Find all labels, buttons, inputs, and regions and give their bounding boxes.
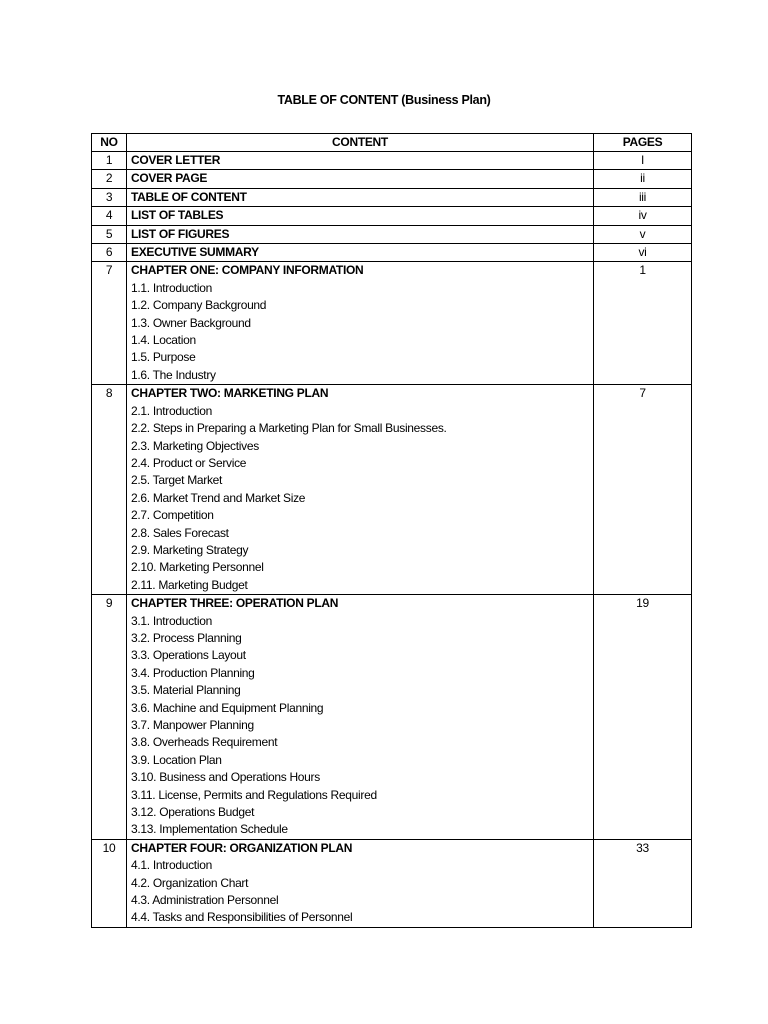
row-number: 9 [105,596,113,611]
toc-table [91,133,692,928]
subsection-item: 2.9. Marketing Strategy [131,542,249,557]
subsection-item: 1.2. Company Background [131,298,267,313]
subsection-item: 3.7. Manpower Planning [131,718,254,732]
section-heading: CHAPTER TWO: MARKETING PLAN [131,386,329,401]
section-heading: COVER LETTER [131,153,221,167]
row-number: 5 [105,226,113,241]
subsection-item: 4.4. Tasks and Responsibilities of Personnel [131,910,353,925]
toc-row [92,152,692,170]
header-content: CONTENT [127,134,594,152]
subsection-item: 3.9. Location Plan [131,752,222,767]
subsection-item: 2.2. Steps in Preparing a Marketing Plan for Small Businesses. [131,421,447,436]
toc-row [92,170,692,188]
toc-row [92,188,692,206]
page-number-cell [594,385,692,595]
subsection-item: 3.8. Overheads Requirement [131,735,278,750]
page-number-cell [594,188,692,206]
section-heading: TABLE OF CONTENT [131,189,247,204]
subsection-item: 2.11. Marketing Budget [131,577,248,592]
row-content-cell [127,225,594,243]
toc-row [92,207,692,225]
row-number: 1 [105,153,113,167]
toc-row [92,244,692,262]
row-content-cell [127,385,594,595]
row-content-cell [127,595,594,840]
page-number-cell [594,170,692,188]
row-number-cell [92,385,127,595]
row-number-cell [92,152,127,170]
row-number: 6 [105,245,113,260]
row-number: 10 [102,840,116,855]
toc-row [92,839,692,927]
subsection-item: 3.12. Operations Budget [131,805,255,820]
subsection-item: 2.7. Competition [131,508,214,523]
page-number-cell [594,595,692,840]
page-number: 1 [639,263,646,278]
page-number-cell [594,225,692,243]
subsection-item: 3.6. Machine and Equipment Planning [131,700,324,715]
subsection-item: 3.5. Material Planning [131,683,241,698]
page-number: v [639,226,646,241]
subsection-item: 1.5. Purpose [131,350,196,365]
row-number-cell [92,188,127,206]
row-content-cell [127,244,594,262]
toc-row [92,225,692,243]
subsection-item: 2.1. Introduction [131,403,212,418]
section-heading: LIST OF TABLES [131,208,224,223]
row-content-cell [127,152,594,170]
subsection-item: 3.3. Operations Layout [131,648,246,663]
subsection-item: 2.4. Product or Service [131,455,247,470]
page-number-cell [594,152,692,170]
toc-row [92,595,692,840]
row-content-cell [127,262,594,385]
subsection-item: 1.6. The Industry [131,367,216,382]
subsection-item: 3.11. License, Permits and Regulations Required [131,787,377,802]
toc-header-row [92,134,692,152]
subsection-item: 2.10. Marketing Personnel [131,560,264,575]
toc-body [92,152,692,928]
subsection-item: 4.1. Introduction [131,858,212,873]
page-number-cell [594,262,692,385]
section-heading: COVER PAGE [131,171,208,186]
subsection-item: 3.13. Implementation Schedule [131,822,288,837]
subsection-item: 4.3. Administration Personnel [131,893,279,908]
row-number: 4 [105,208,113,223]
row-content-cell [127,188,594,206]
row-content-cell [127,839,594,927]
header-no: NO [92,134,127,152]
header-pages: PAGES [594,134,692,152]
row-content-cell [127,207,594,225]
subsection-item: 2.6. Market Trend and Market Size [131,490,306,505]
row-number-cell [92,595,127,840]
subsection-item: 2.3. Marketing Objectives [131,438,259,453]
subsection-item: 1.1. Introduction [131,280,212,295]
row-number-cell [92,207,127,225]
subsection-item: 1.3. Owner Background [131,315,251,330]
subsection-item: 4.2. Organization Chart [131,875,249,890]
row-number-cell [92,262,127,385]
page-number: 7 [639,386,646,401]
toc-row [92,262,692,385]
row-number: 3 [105,189,113,204]
section-heading: LIST OF FIGURES [131,226,230,241]
subsection-item: 3.1. Introduction [131,613,212,628]
subsection-item: 1.4. Location [131,333,196,348]
row-number: 8 [105,386,113,401]
row-number-cell [92,225,127,243]
toc-row [92,385,692,595]
page-number: vi [638,245,647,260]
page-number-cell [594,244,692,262]
section-heading: CHAPTER ONE: COMPANY INFORMATION [131,263,364,278]
page-number-cell [594,839,692,927]
page-number: iv [638,208,647,223]
page-number-cell [594,207,692,225]
page-number: iii [638,189,647,204]
page-number: ii [640,171,645,186]
subsection-item: 3.10. Business and Operations Hours [131,770,320,785]
subsection-item: 3.4. Production Planning [131,665,255,680]
subsection-item: 2.5. Target Market [131,473,223,488]
section-heading: EXECUTIVE SUMMARY [131,245,259,260]
section-heading: CHAPTER FOUR: ORGANIZATION PLAN [131,840,353,855]
page-number: 33 [636,840,649,855]
subsection-item: 3.2. Process Planning [131,630,242,645]
row-number-cell [92,244,127,262]
document-title: TABLE OF CONTENT (Business Plan) [277,93,491,107]
row-number: 2 [105,171,113,186]
subsection-item: 2.8. Sales Forecast [131,525,229,540]
row-number-cell [92,170,127,188]
row-number-cell [92,839,127,927]
row-number: 7 [105,263,113,278]
page-number: I [640,153,645,167]
row-content-cell [127,170,594,188]
section-heading: CHAPTER THREE: OPERATION PLAN [131,596,339,611]
page-number: 19 [636,596,649,611]
